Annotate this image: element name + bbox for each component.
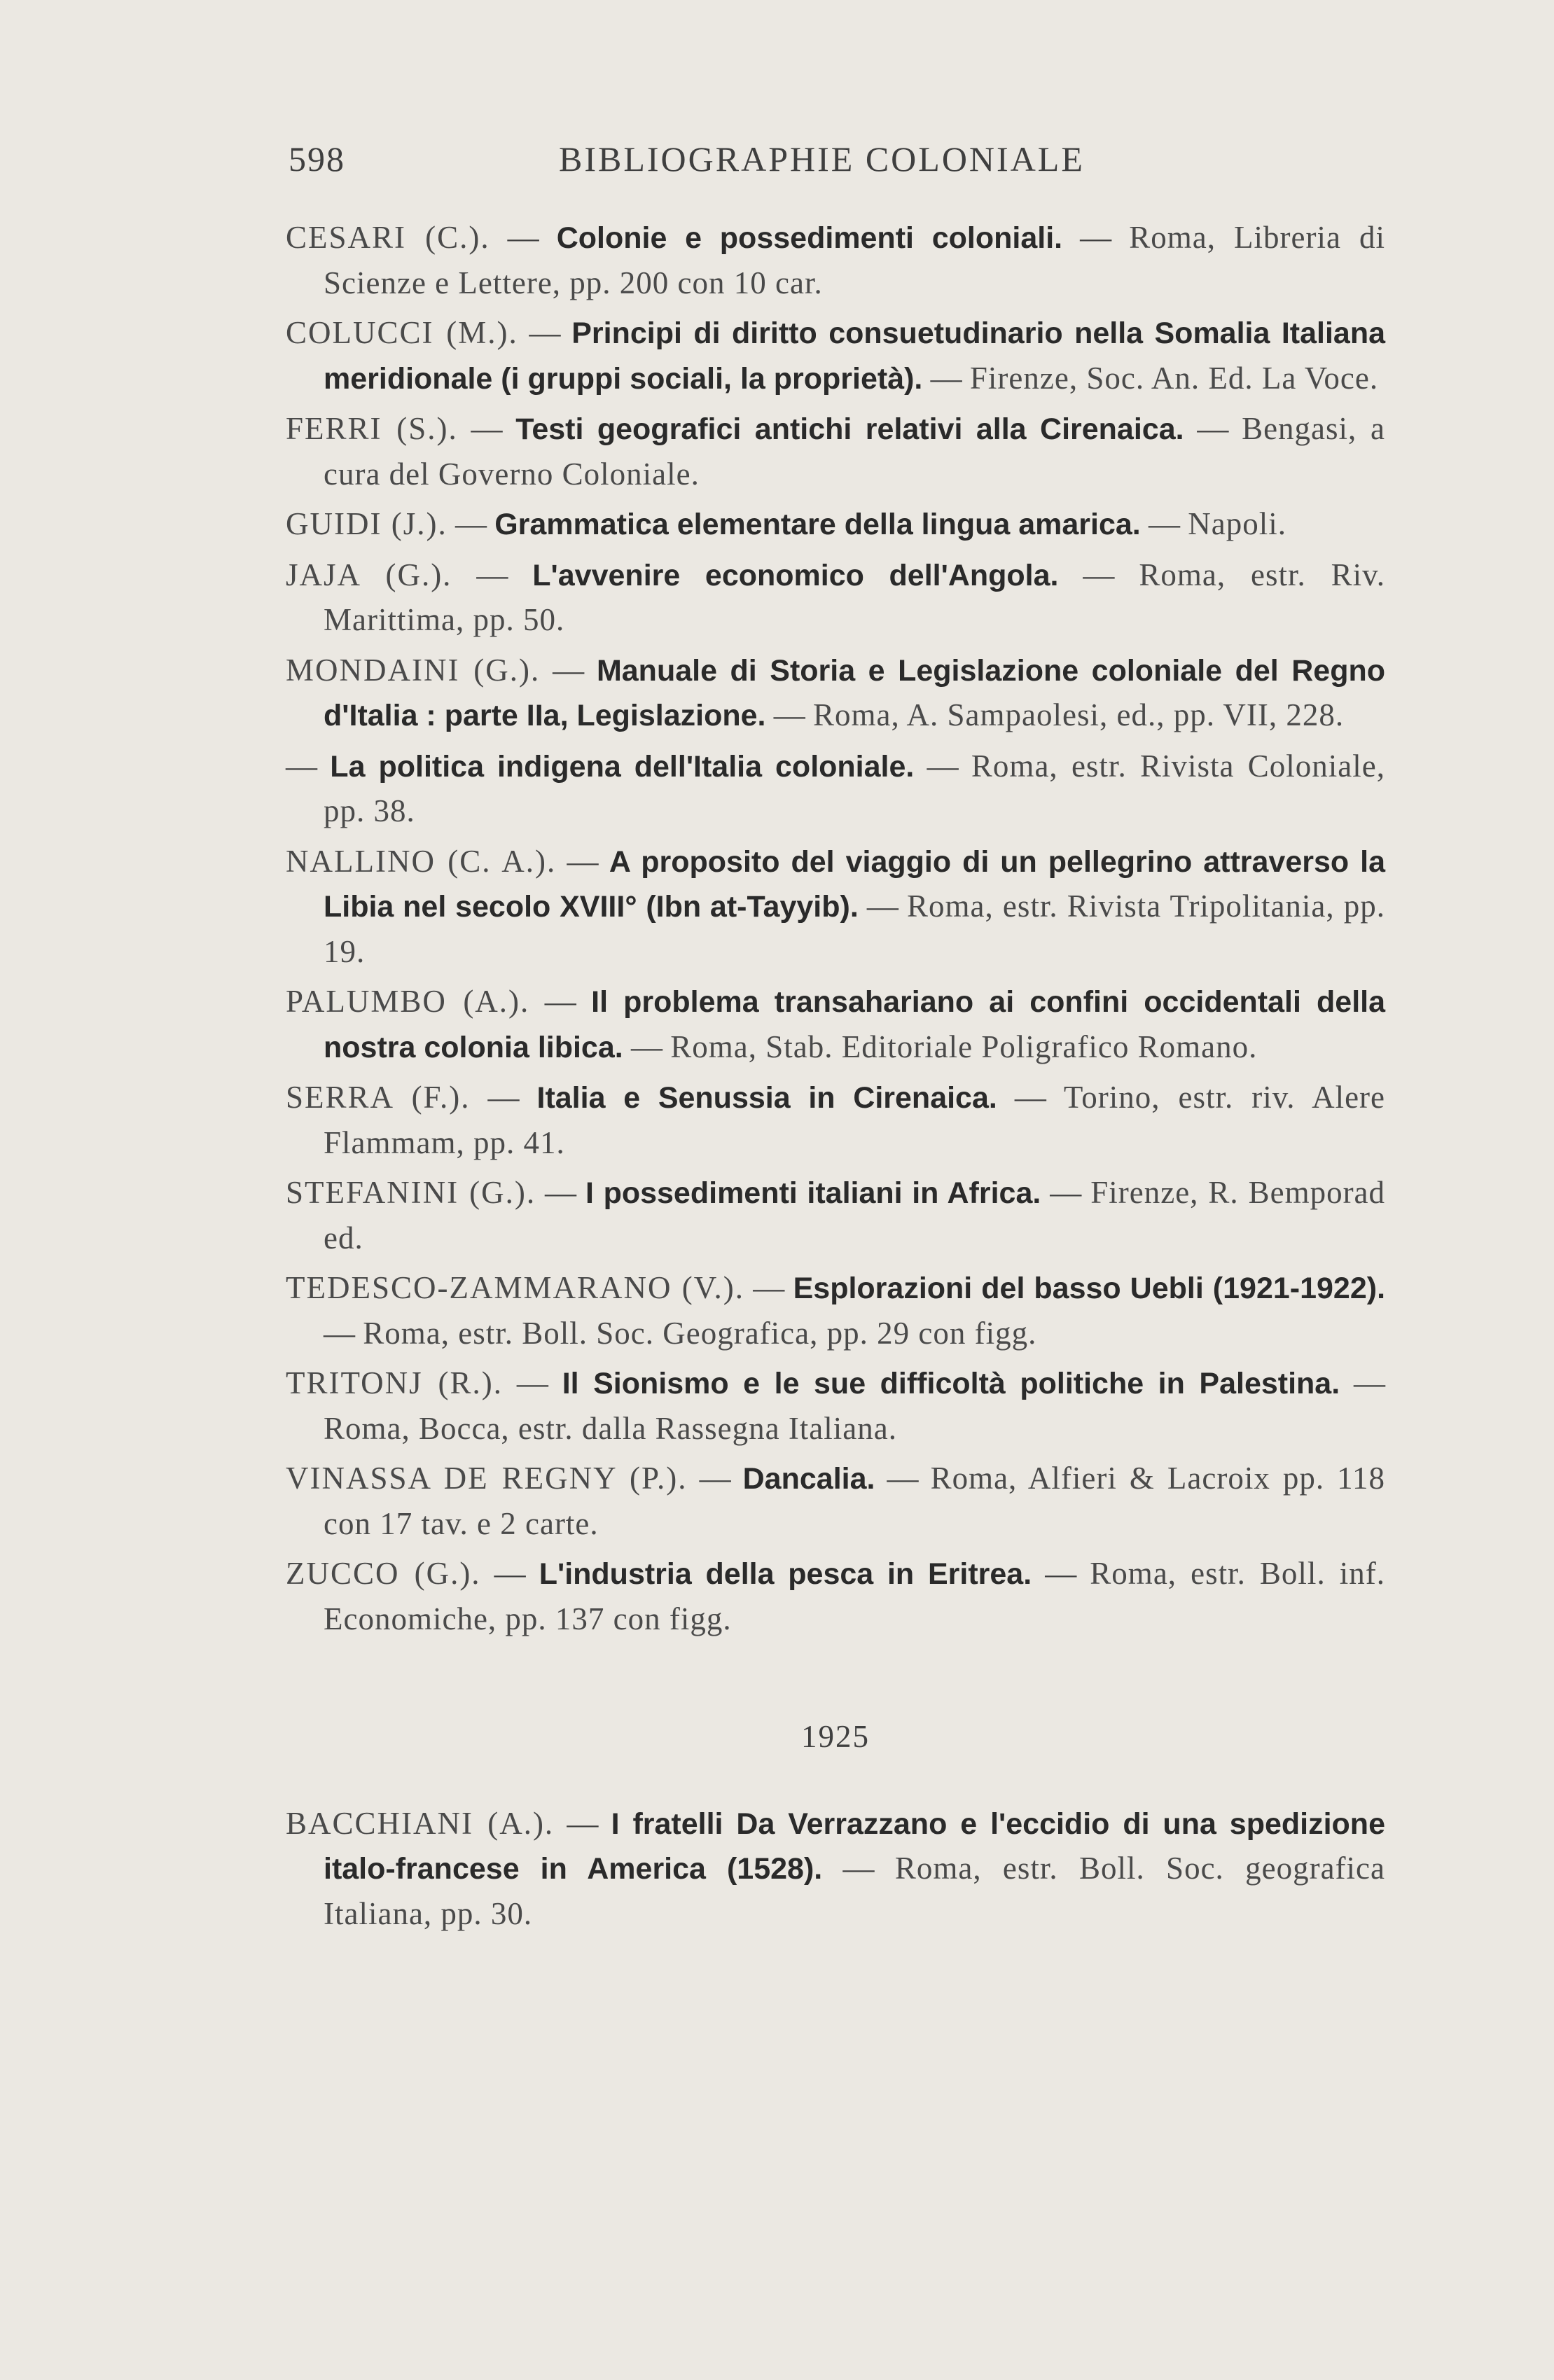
entry-publisher: Firenze, Soc. An. Ed. La Voce. [969,360,1379,396]
entry-author: BACCHIANI (A.). [286,1805,555,1841]
entry-author: JAJA (G.). [286,557,452,592]
entry-publisher: Roma, Stab. Editoriale Poligrafico Romano. [670,1029,1258,1064]
entry-title: Italia e Senussia in Cirenaica. [536,1081,997,1115]
bibliography-entry: CESARI (C.). — Colonie e possedimenti coloniali. — Roma, Libreria di Scienze e Lettere, pp. 200 con 10 car. [286,220,1385,300]
entry-title: I possedimenti italiani in Africa. [585,1176,1041,1210]
entry-publisher: Roma, estr. Boll. Soc. Geografica, pp. 29 con figg. [363,1315,1037,1351]
entry-author: VINASSA DE REGNY (P.). [286,1461,688,1496]
bibliography-entry: COLUCCI (M.). — Principi di diritto consuetudinario nella Somalia Italiana meridionale (i gruppi sociali, la proprietà). — Firenze, Soc. An. Ed. La Voce. [286,315,1386,396]
bibliography-entry: ZUCCO (G.). — L'industria della pesca in Eritrea. — Roma, estr. Boll. inf. Economiche, pp. 137 con figg. [286,1556,1385,1636]
entry-publisher: Firenze, R. Bemporad ed. [324,1175,1386,1255]
entry-author: TRITONJ (R.). [286,1365,503,1400]
entry-publisher: Bengasi, a cura del Governo Coloniale. [324,411,1385,492]
bibliography-entry: JAJA (G.). — L'avvenire economico dell'Angola. — Roma, estr. Riv. Marittima, pp. 50. [286,557,1385,637]
entry-title: Il Sionismo e le sue difficoltà politiche in Palestina. [562,1367,1340,1400]
entry-publisher: Roma, estr. Boll. Soc. geografica Italiana, pp. 30. [324,1851,1385,1931]
entry-author: SERRA (F.). [286,1080,471,1115]
entry-publisher: Napoli. [1188,506,1286,541]
entry-author: STEFANINI (G.). [286,1175,536,1210]
bibliography-entry: BACCHIANI (A.). — I fratelli Da Verrazzano e l'eccidio di una spedizione italo-francese in America (1528). — Roma, estr. Boll. Soc. geografica Italiana, pp. 30. [286,1805,1385,1931]
bibliography-entry: VINASSA DE REGNY (P.). — Dancalia. — Roma, Alfieri & Lacroix pp. 118 con 17 tav. e 2 carte. [286,1461,1386,1541]
year-heading: 1925 [801,1719,870,1754]
entry-title: Principi di diritto consuetudinario nella Somalia Italiana meridionale (i gruppi sociali, la proprietà). [324,316,1386,396]
entry-author: NALLINO (C. A.). [286,843,557,879]
entry-title: Esplorazioni del basso Uebli (1921-1922). [793,1272,1386,1305]
bibliography-entry: SERRA (F.). — Italia e Senussia in Cirenaica. — Torino, estr. riv. Alere Flammam, pp. 41. [286,1080,1386,1160]
entry-author: GUIDI (J.). [286,506,448,541]
entry-publisher: Roma, Bocca, estr. dalla Rassegna Italiana. [324,1410,897,1446]
entry-title: L'avvenire economico dell'Angola. [532,558,1059,592]
bibliography-entry: MONDAINI (G.). — Manuale di Storia e Legislazione coloniale del Regno d'Italia : parte IIa, Legislazione. — Roma, A. Sampaolesi, ed., pp. VII, 228. [286,652,1386,732]
running-title: BIBLIOGRAPHIE COLONIALE [559,139,1085,179]
page-header [289,139,1269,195]
bibliography-entry: GUIDI (J.). — Grammatica elementare della lingua amarica. — Napoli. [286,506,1286,541]
bibliography-entry: PALUMBO (A.). — Il problema transahariano ai confini occidentali della nostra colonia libica. — Roma, Stab. Editoriale Poligrafico Romano. [286,984,1386,1064]
entry-title: Manuale di Storia e Legislazione coloniale del Regno d'Italia : parte IIa, Legislazione. [324,653,1386,732]
entry-author: TEDESCO-ZAMMARANO (V.). [286,1270,744,1305]
entry-title: Colonie e possedimenti coloniali. [556,221,1063,255]
entry-author: PALUMBO (A.). [286,984,530,1019]
entry-title: Il problema transahariano ai confini occidentali della nostra colonia libica. [324,985,1386,1064]
bibliography-entry: TRITONJ (R.). — Il Sionismo e le sue difficoltà politiche in Palestina. — Roma, Bocca, estr. dalla Rassegna Italiana. [286,1365,1386,1446]
entry-publisher: Roma, Alfieri & Lacroix pp. 118 con 17 tav. e 2 carte. [324,1461,1386,1541]
entry-title: Testi geografici antichi relativi alla Cirenaica. [515,412,1184,446]
entry-publisher: Roma, Libreria di Scienze e Lettere, pp. 200 con 10 car. [324,220,1385,300]
bibliography-entry: NALLINO (C. A.). — A proposito del viaggio di un pellegrino attraverso la Libia nel secolo XVIII° (Ibn at-Tayyib). — Roma, estr. Rivista Tripolitania, pp. 19. [286,843,1386,969]
entry-title: I fratelli Da Verrazzano e l'eccidio di una spedizione italo-francese in America (1528). [324,1807,1385,1886]
entry-publisher: Roma, estr. Rivista Coloniale, pp. 38. [324,748,1385,828]
entry-author: FERRI (S.). [286,411,458,446]
entry-author: COLUCCI (M.). [286,315,518,350]
bibliography-entry: STEFANINI (G.). — I possedimenti italiani in Africa. — Firenze, R. Bemporad ed. [286,1175,1386,1255]
entry-author: ZUCCO (G.). [286,1556,481,1591]
bibliography-entry: — La politica indigena dell'Italia coloniale. — Roma, estr. Rivista Coloniale, pp. 38. [286,748,1385,828]
bibliography-entry: FERRI (S.). — Testi geografici antichi relativi alla Cirenaica. — Bengasi, a cura del Governo Coloniale. [286,411,1385,492]
bibliography-entry: TEDESCO-ZAMMARANO (V.). — Esplorazioni del basso Uebli (1921-1922). — Roma, estr. Boll. Soc. Geografica, pp. 29 con figg. [286,1270,1386,1351]
entry-title: A proposito del viaggio di un pellegrino attraverso la Libia nel secolo XVIII° (Ibn at-Tayyib). [324,844,1386,924]
entry-publisher: Roma, A. Sampaolesi, ed., pp. VII, 228. [813,697,1345,732]
entry-publisher: Roma, estr. Rivista Tripolitania, pp. 19. [324,889,1386,969]
entry-publisher: Torino, estr. riv. Alere Flammam, pp. 41. [324,1080,1386,1160]
bibliography-list [286,216,1385,1942]
entry-publisher: Roma, estr. Boll. inf. Economiche, pp. 137 con figg. [324,1556,1385,1636]
entry-title: La politica indigena dell'Italia coloniale. [330,749,915,784]
entry-author: MONDAINI (G.). [286,652,541,688]
entry-publisher: Roma, estr. Riv. Marittima, pp. 50. [324,557,1385,637]
entry-title: Dancalia. [742,1462,875,1496]
page-number: 598 [289,139,345,179]
entry-title: Grammatica elementare della lingua amarica. [494,508,1141,541]
entry-author: CESARI (C.). [286,220,490,255]
entry-title: L'industria della pesca in Eritrea. [539,1557,1032,1591]
